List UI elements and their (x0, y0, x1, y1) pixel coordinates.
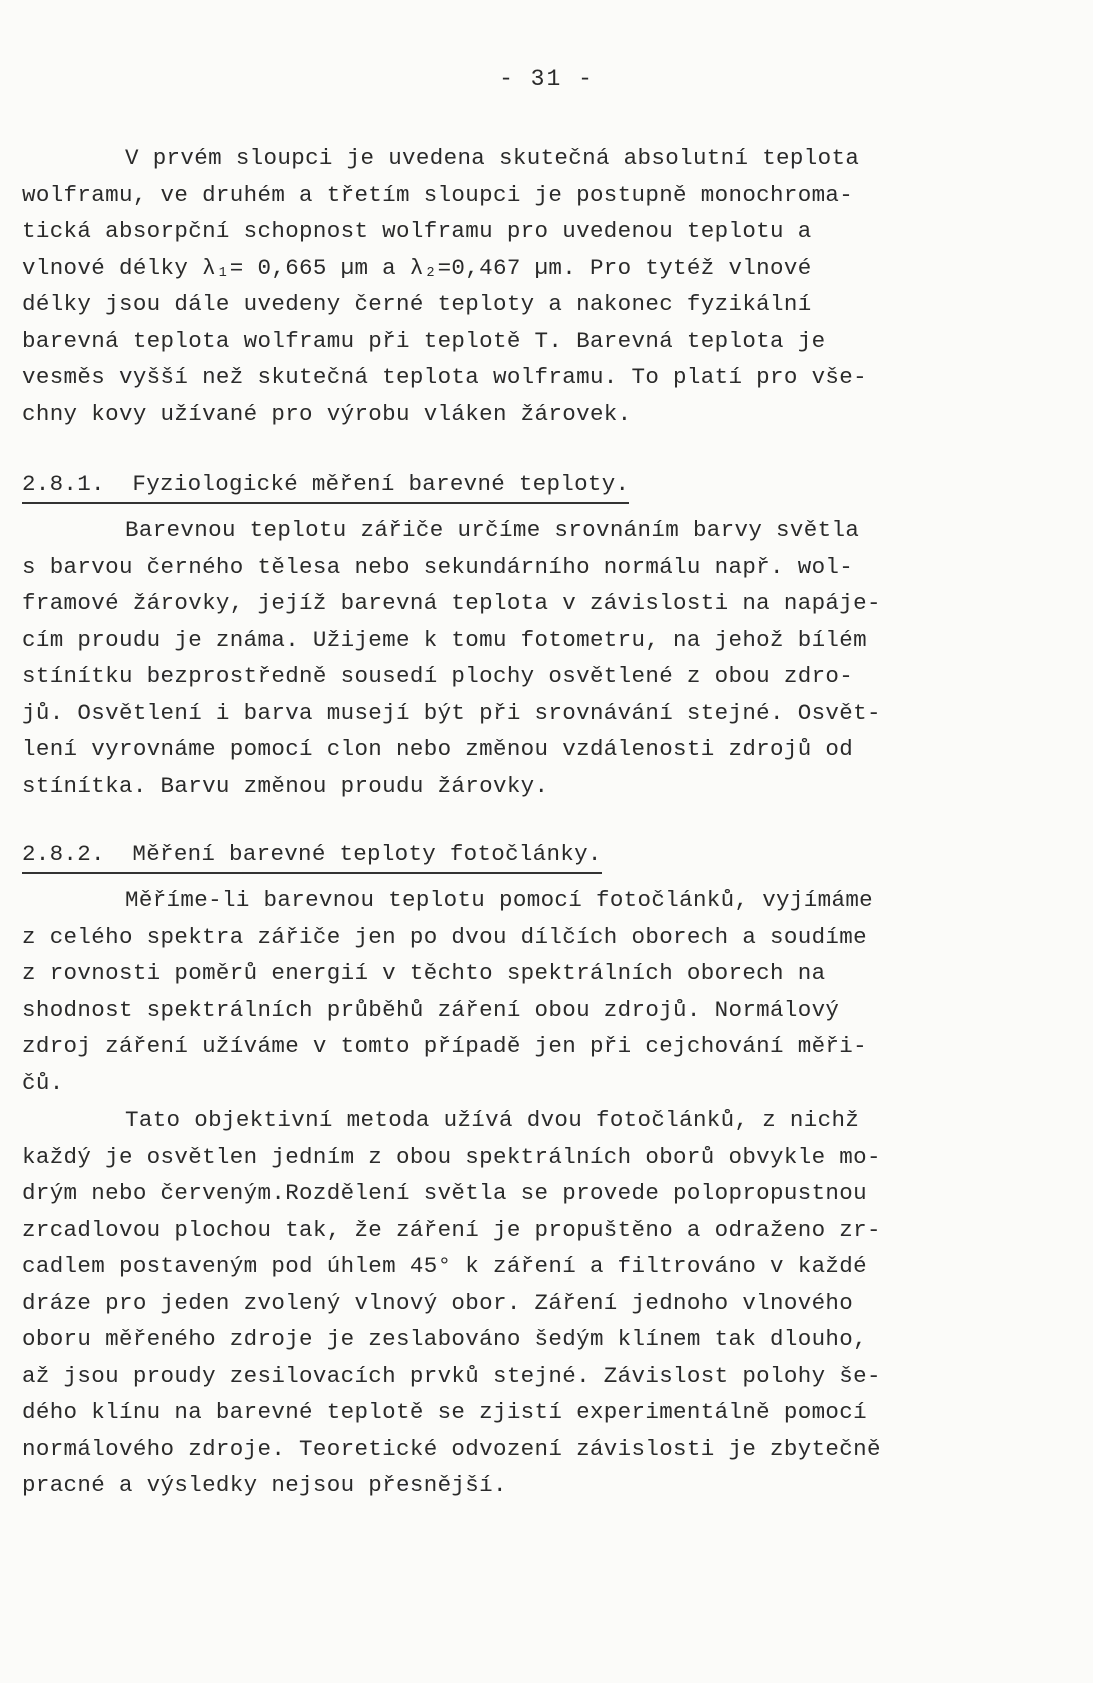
text-line: z celého spektra zářiče jen po dvou dílčích oborech a soudíme (22, 923, 867, 950)
text-line: framové žárovky, jejíž barevná teplota v závislosti na napáje- (22, 590, 881, 616)
text-line: stínítku bezprostředně sousedí plochy osvětlené z obou zdro- (22, 663, 854, 689)
text-line: s barvou černého tělesa nebo sekundárního normálu např. wol- (22, 553, 854, 580)
text-line: V prvém sloupci je uvedena skutečná absolutní teplota (125, 145, 860, 171)
text-line: drým nebo červeným.Rozdělení světla se provede polopropustnou (22, 1180, 867, 1206)
text-line: vlnové délky λ₁= 0,665 µm a λ₂=0,467 µm. Pro tytéž vlnové (22, 254, 812, 281)
text-line: vesměs vyšší než skutečná teplota wolframu. To platí pro vše- (22, 364, 867, 390)
text-line: barevná teplota wolframu při teplotě T. Barevná teplota je (22, 327, 826, 354)
text-line: Měříme-li barevnou teplotu pomocí fotočlánků, vyjímáme (125, 887, 874, 913)
text-line: dráze pro jeden zvolený vlnový obor. Záření jednoho vlnového (22, 1289, 854, 1316)
text-line: shodnost spektrálních průběhů záření obou zdrojů. Normálový (22, 996, 840, 1023)
text-line: každý je osvětlen jedním z obou spektrálních oborů obvykle mo- (22, 1143, 881, 1170)
text-line: lení vyrovnáme pomocí clon nebo změnou vzdálenosti zdrojů od (22, 736, 854, 762)
text-line: z rovnosti poměrů energií v těchto spektrálních oborech na (22, 960, 826, 986)
text-line: wolframu, ve druhém a třetím sloupci je postupně monochroma- (22, 181, 854, 208)
text-line: cadlem postaveným pod úhlem 45° k záření a filtrováno v každé (22, 1253, 867, 1279)
text-line: Tato objektivní metoda užívá dvou fotočlánků, z nichž (125, 1107, 860, 1133)
text-line: čů. (22, 1069, 64, 1096)
section-heading: 2.8.1. Fyziologické měření barevné teploty. (22, 466, 629, 504)
text-line: Barevnou teplotu zářiče určíme srovnáním barvy světla (125, 517, 860, 543)
text-line: délky jsou dále uvedeny černé teploty a nakonec fyzikální (22, 291, 812, 317)
paragraph-intro (22, 140, 982, 432)
paragraph-section-2a (22, 882, 982, 1101)
section-heading-2-8-2 (22, 836, 982, 874)
text-line: pracné a výsledky nejsou přesnější. (22, 1472, 507, 1498)
text-line: oboru měřeného zdroje je zeslabováno šedým klínem tak dlouho, (22, 1326, 867, 1352)
text-line: až jsou proudy zesilovacích prvků stejné. Závislost polohy še- (22, 1362, 881, 1389)
section-heading-2-8-1 (22, 466, 982, 504)
paragraph-section-2b (22, 1102, 982, 1504)
text-line: zrcadlovou plochou tak, že záření je propuštěno a odraženo zr- (22, 1216, 881, 1243)
text-line: tická absorpční schopnost wolframu pro uvedenou teplotu a (22, 218, 812, 244)
text-line: normálového zdroje. Teoretické odvození závislosti je zbytečně (22, 1435, 881, 1462)
text-line: chny kovy užívané pro výrobu vláken žárovek. (22, 400, 632, 427)
text-line: stínítka. Barvu změnou proudu žárovky. (22, 772, 549, 799)
text-line: dého klínu na barevné teplotě se zjistí experimentálně pomocí (22, 1399, 867, 1425)
text-line: zdroj záření užíváme v tomto případě jen při cejchování měři- (22, 1033, 867, 1059)
section-heading: 2.8.2. Měření barevné teploty fotočlánky. (22, 836, 602, 874)
text-line: cím proudu je známa. Užijeme k tomu fotometru, na jehož bílém (22, 626, 867, 653)
text-line: jů. Osvětlení i barva musejí být při srovnávání stejné. Osvět- (22, 699, 881, 726)
page-number: - 31 - (499, 66, 594, 92)
paragraph-section-1 (22, 512, 982, 804)
